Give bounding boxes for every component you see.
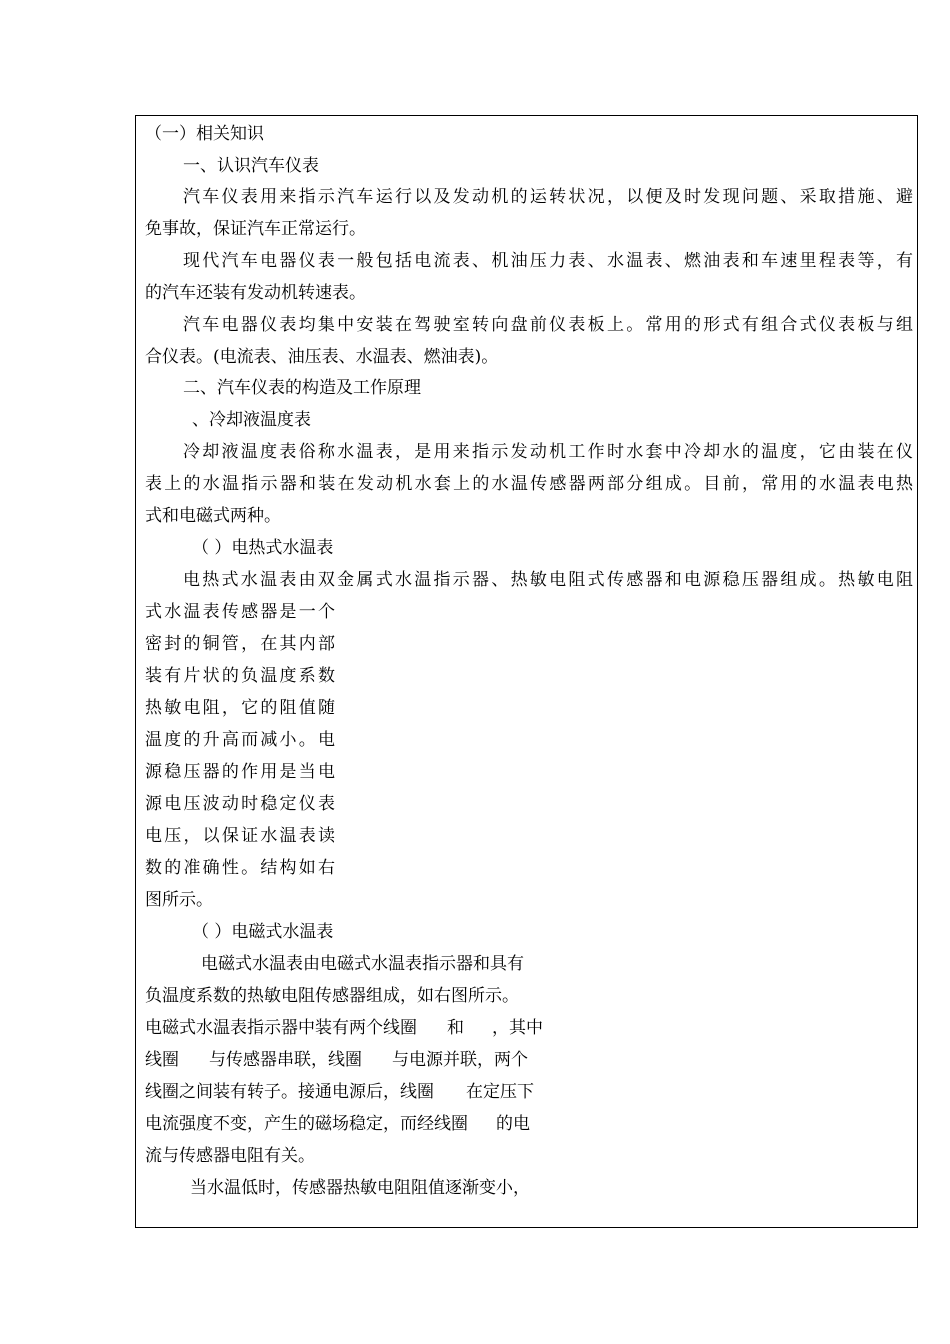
narrow-line: 式水温表传感器是一个 bbox=[145, 602, 335, 622]
paragraph-line: 的汽车还装有发动机转速表。 bbox=[145, 283, 366, 303]
paragraph-line: 电热式水温表由双金属式水温指示器、热敏电阻式传感器和电源稳压器组成。热敏电阻 bbox=[183, 570, 913, 590]
narrow-line: 电压，以保证水温表读 bbox=[145, 826, 335, 846]
text-run: 电磁式水温表指示器中装有两个线圈 bbox=[145, 1018, 417, 1038]
paragraph-line: 电磁式水温表由电磁式水温表指示器和具有 bbox=[201, 954, 524, 974]
text-run: 线圈 bbox=[145, 1050, 179, 1070]
heading-coolant-gauge: 、冷却液温度表 bbox=[192, 410, 311, 430]
text-run: 的电 bbox=[496, 1114, 530, 1134]
heading-recognize-instruments: 一、认识汽车仪表 bbox=[183, 156, 319, 176]
paragraph-line: 流与传感器电阻有关。 bbox=[145, 1146, 315, 1166]
paragraph-line: 式和电磁式两种。 bbox=[145, 506, 281, 526]
paragraph-line: 表上的水温指示器和装在发动机水套上的水温传感器两部分组成。目前，常用的水温表电热 bbox=[145, 474, 913, 494]
text-run: 在定压下 bbox=[466, 1082, 534, 1102]
narrow-line: 温度的升高而减小。电 bbox=[145, 730, 335, 750]
text-run: 线圈之间装有转子。接通电源后，线圈 bbox=[145, 1082, 434, 1102]
heading-electrothermal-gauge: （ ）电热式水温表 bbox=[192, 538, 334, 558]
heading-construction: 二、汽车仪表的构造及工作原理 bbox=[183, 378, 421, 398]
narrow-line: 热敏电阻，它的阻值随 bbox=[145, 698, 335, 718]
paragraph-line: 冷却液温度表俗称水温表，是用来指示发动机工作时水套中冷却水的温度，它由装在仪 bbox=[183, 442, 913, 462]
narrow-line: 密封的铜管，在其内部 bbox=[145, 634, 335, 654]
text-run: 电流强度不变，产生的磁场稳定，而经线圈 bbox=[145, 1114, 468, 1134]
section-heading: （一）相关知识 bbox=[145, 124, 264, 144]
text-run: 与电源并联，两个 bbox=[392, 1050, 528, 1070]
paragraph-line: 汽车仪表用来指示汽车运行以及发动机的运转状况，以便及时发现问题、采取措施、避 bbox=[183, 187, 913, 207]
narrow-line: 源稳压器的作用是当电 bbox=[145, 762, 335, 782]
narrow-line: 图所示。 bbox=[145, 890, 213, 910]
text-run: 与传感器串联，线圈 bbox=[209, 1050, 362, 1070]
paragraph-line: 负温度系数的热敏电阻传感器组成，如右图所示。 bbox=[145, 986, 519, 1006]
paragraph-line: 合仪表。(电流表、油压表、水温表、燃油表)。 bbox=[145, 347, 499, 367]
paragraph-line bbox=[145, 1082, 534, 1102]
narrow-line: 装有片状的负温度系数 bbox=[145, 666, 335, 686]
text-run: 和 bbox=[447, 1018, 464, 1038]
paragraph-line bbox=[145, 1114, 530, 1134]
paragraph-line: 汽车电器仪表均集中安装在驾驶室转向盘前仪表板上。常用的形式有组合式仪表板与组 bbox=[183, 315, 913, 335]
text-run: ，其中 bbox=[492, 1018, 543, 1038]
heading-electromagnetic-gauge: （ ）电磁式水温表 bbox=[192, 922, 334, 942]
paragraph-line: 免事故，保证汽车正常运行。 bbox=[145, 219, 366, 239]
paragraph-line: 当水温低时，传感器热敏电阻阻值逐渐变小， bbox=[190, 1178, 530, 1198]
paragraph-line bbox=[145, 1018, 543, 1038]
narrow-line: 源电压波动时稳定仪表 bbox=[145, 794, 335, 814]
paragraph-line bbox=[145, 1050, 528, 1070]
narrow-line: 数的准确性。结构如右 bbox=[145, 858, 335, 878]
paragraph-line: 现代汽车电器仪表一般包括电流表、机油压力表、水温表、燃油表和车速里程表等，有 bbox=[183, 251, 913, 271]
